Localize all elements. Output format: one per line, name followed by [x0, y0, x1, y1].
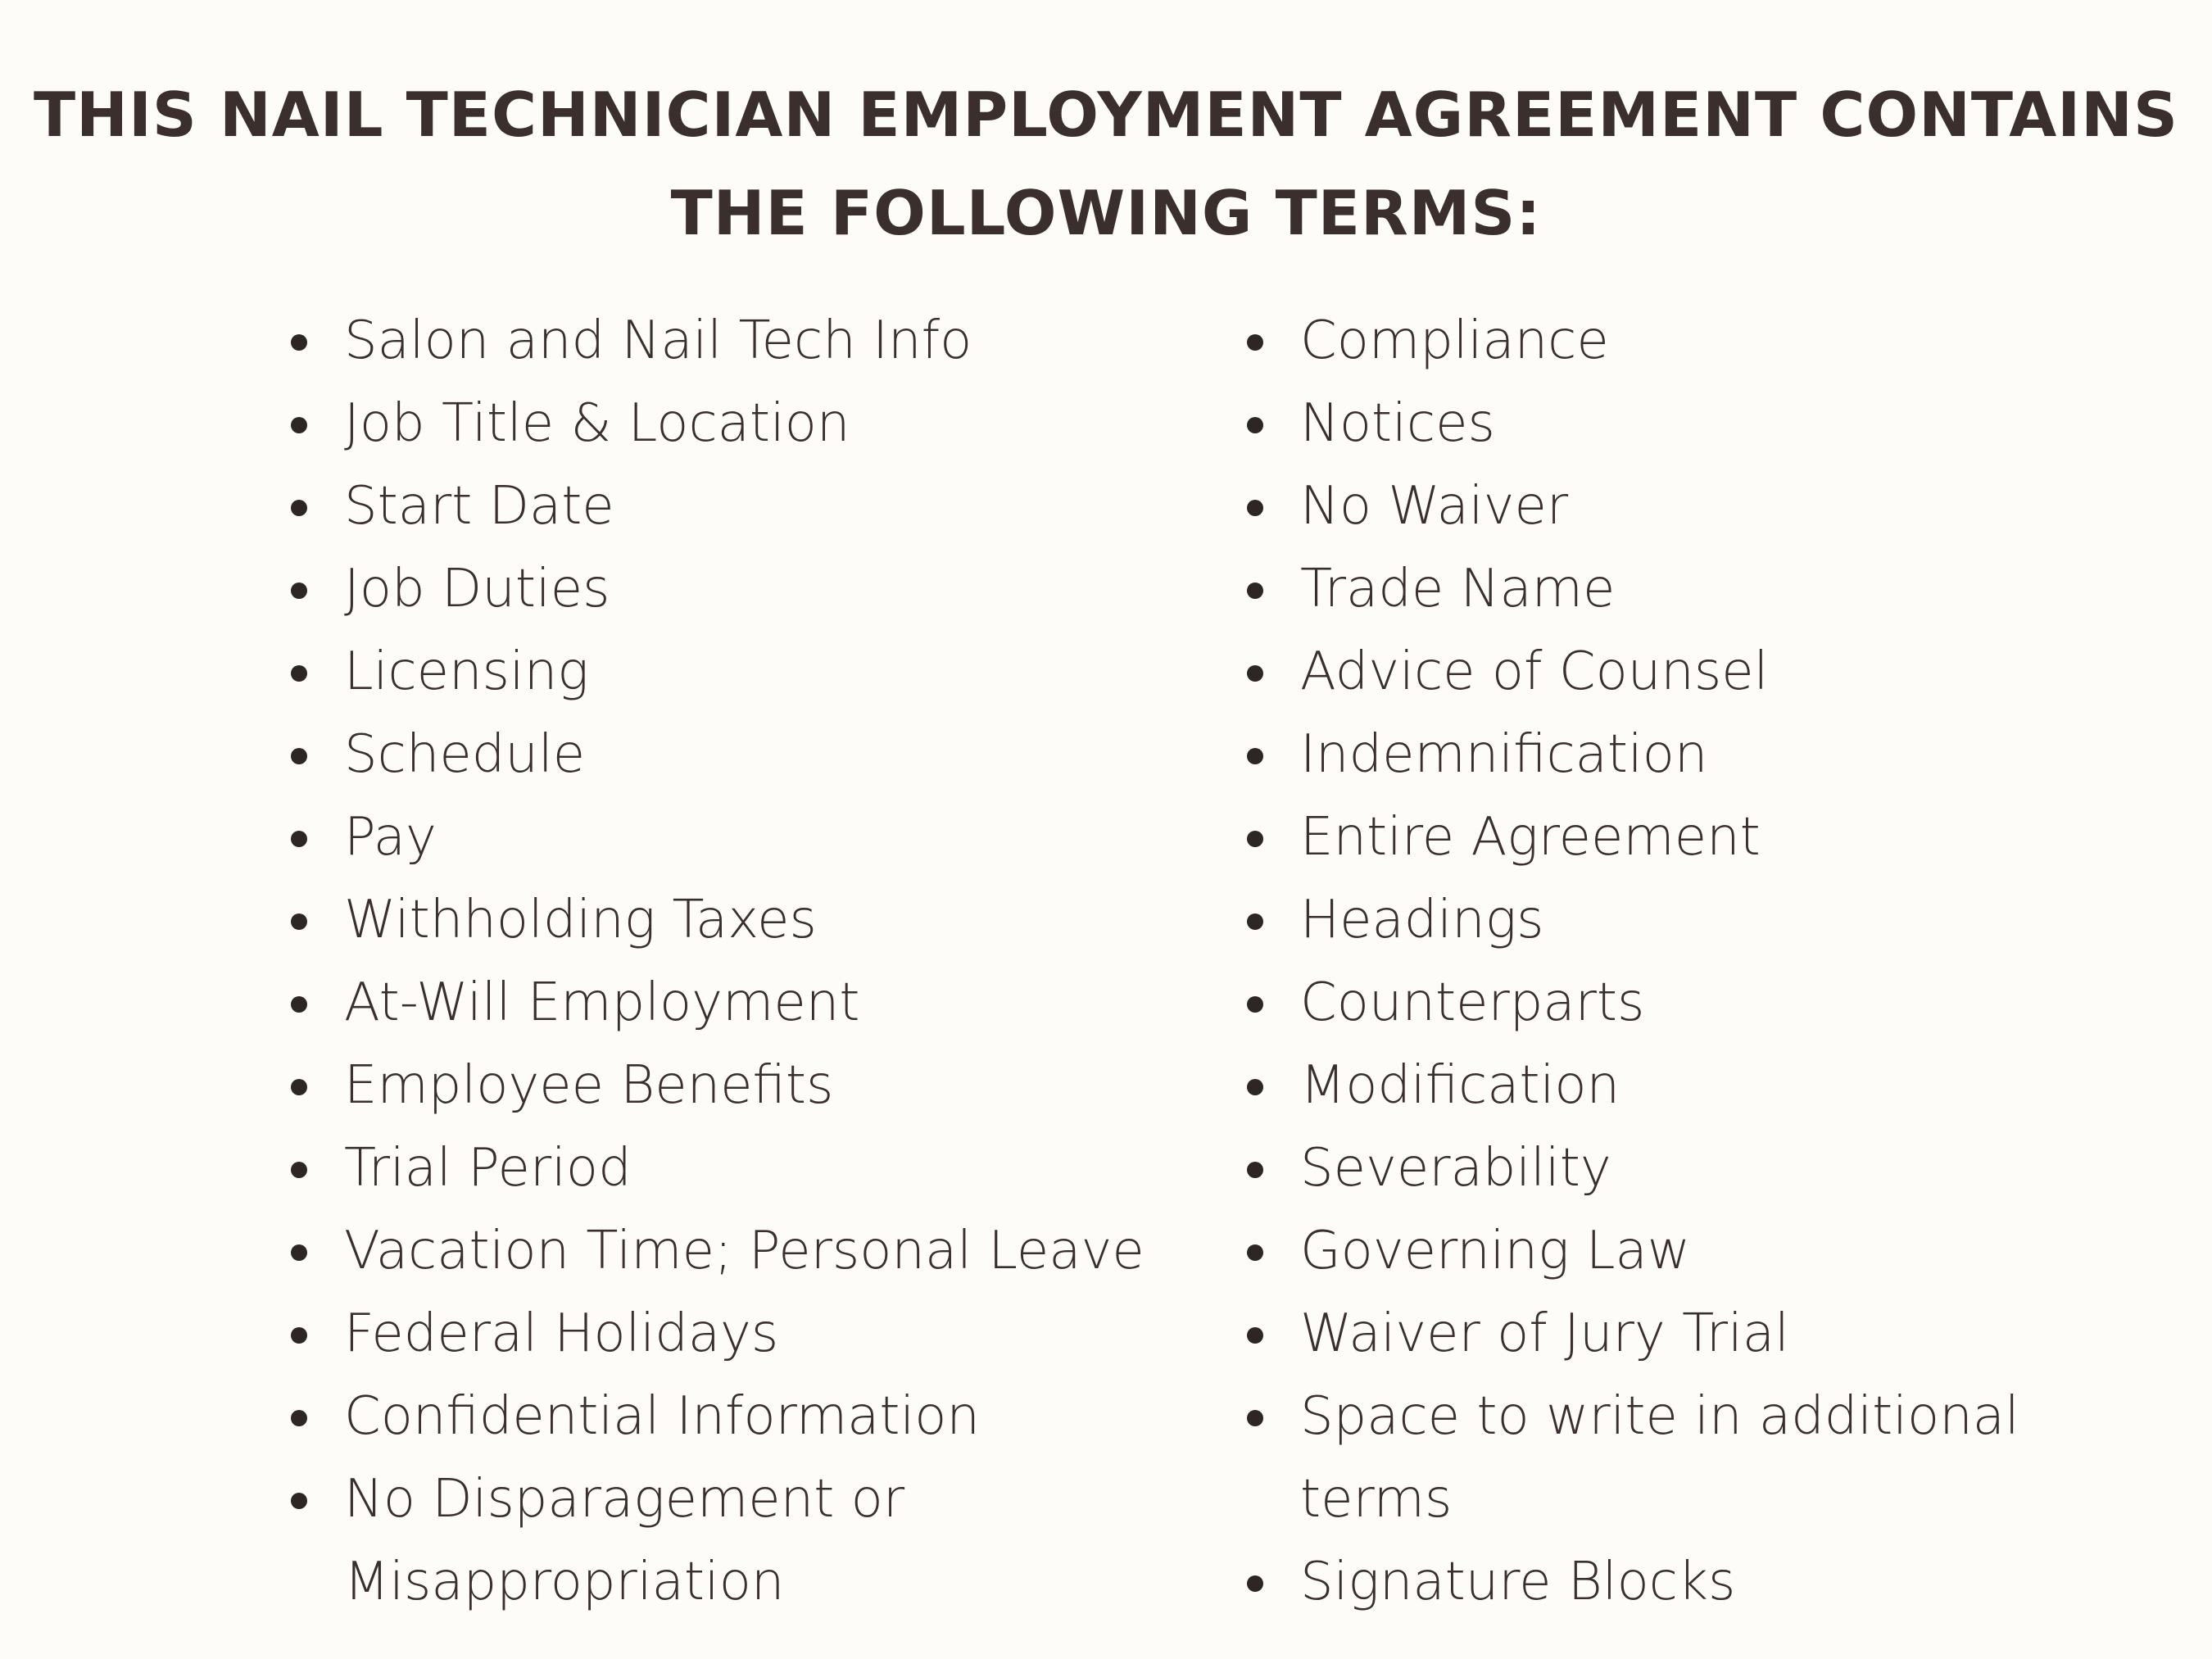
term-label: Modification: [1300, 1055, 1620, 1116]
list-item: [291, 548, 1208, 631]
term-label: Indemnification: [1300, 724, 1708, 785]
bullet-icon: [291, 665, 307, 682]
list-item: [291, 383, 1208, 465]
list-item: [291, 1376, 1208, 1458]
term-label: Entire Agreement: [1300, 807, 1761, 868]
term-label: Signature Blocks: [1300, 1552, 1736, 1612]
list-item: [291, 962, 1208, 1045]
term-label: Withholding Taxes: [344, 890, 817, 950]
term-label: Employee Benefits: [344, 1055, 834, 1116]
term-label: Confidential Information: [344, 1386, 980, 1447]
bullet-icon: [291, 417, 307, 433]
bullet-icon: [291, 996, 307, 1013]
bullet-icon: [291, 582, 307, 599]
bullet-icon: [1247, 748, 1263, 764]
term-label: Severability: [1300, 1138, 1611, 1199]
list-item: [291, 1293, 1208, 1376]
list-item: [291, 631, 1208, 714]
title-line-1: THIS NAIL TECHNICIAN EMPLOYMENT AGREEMENT CONTAINS: [34, 79, 2178, 151]
term-label: Space to write in additional terms: [1300, 1386, 2019, 1530]
list-item: [291, 1127, 1208, 1210]
term-label: Pay: [344, 807, 437, 868]
title-line-2: THE FOLLOWING TERMS:: [670, 177, 1542, 249]
terms-list-right: [1247, 300, 2107, 1624]
bullet-icon: [1247, 500, 1263, 516]
bullet-icon: [1247, 996, 1263, 1013]
term-label: No Disparagement or Misappropriation: [344, 1469, 905, 1612]
list-item: [1247, 796, 2107, 879]
bullet-icon: [291, 1327, 307, 1344]
bullet-icon: [291, 500, 307, 516]
list-item: [1247, 300, 2107, 383]
list-item: [1247, 1210, 2107, 1293]
bullet-icon: [1247, 1244, 1263, 1261]
bullet-icon: [1247, 831, 1263, 847]
list-item: [291, 714, 1208, 796]
bullet-icon: [1247, 1327, 1263, 1344]
term-label: Governing Law: [1300, 1221, 1691, 1281]
bullet-icon: [291, 1493, 307, 1509]
bullet-icon: [1247, 913, 1263, 930]
bullet-icon: [1247, 334, 1263, 351]
list-item: [1247, 383, 2107, 465]
term-label: Headings: [1300, 890, 1544, 950]
bullet-icon: [291, 913, 307, 930]
bullet-icon: [1247, 1575, 1263, 1592]
term-label: Notices: [1300, 393, 1495, 454]
bullet-icon: [291, 1162, 307, 1178]
bullet-icon: [291, 831, 307, 847]
list-item: [291, 1045, 1208, 1127]
term-label: Advice of Counsel: [1300, 641, 1769, 702]
bullet-icon: [1247, 1079, 1263, 1095]
term-label: Waiver of Jury Trial: [1300, 1303, 1789, 1364]
list-item: [1247, 548, 2107, 631]
bullet-icon: [1247, 582, 1263, 599]
list-item: [1247, 1045, 2107, 1127]
term-label: Job Duties: [344, 559, 610, 619]
list-item: [291, 300, 1208, 383]
term-label: At-Will Employment: [344, 972, 860, 1033]
bullet-icon: [1247, 1410, 1263, 1426]
list-item: [291, 879, 1208, 962]
term-label: Trade Name: [1300, 559, 1616, 619]
term-label: Compliance: [1300, 310, 1609, 371]
bullet-icon: [291, 1244, 307, 1261]
terms-list-left: [291, 300, 1208, 1624]
page-title: [0, 66, 2212, 262]
bullet-icon: [291, 1079, 307, 1095]
list-item: [291, 1458, 1016, 1624]
list-item: [1247, 962, 2107, 1045]
term-label: Job Title & Location: [344, 393, 850, 454]
bullet-icon: [1247, 665, 1263, 682]
list-item: [291, 465, 1208, 548]
list-item: [1247, 631, 2107, 714]
bullet-icon: [1247, 1162, 1263, 1178]
list-item: [291, 1210, 1208, 1293]
term-label: Salon and Nail Tech Info: [344, 310, 972, 371]
list-item: [1247, 1293, 2107, 1376]
term-label: Federal Holidays: [344, 1303, 779, 1364]
list-item: [1247, 1541, 2107, 1624]
list-item: [1247, 465, 2107, 548]
list-item: [1247, 714, 2107, 796]
list-item: [291, 796, 1208, 879]
term-label: No Waiver: [1300, 476, 1569, 537]
list-item: [1247, 879, 2107, 962]
bullet-icon: [291, 334, 307, 351]
term-label: Trial Period: [344, 1138, 632, 1199]
list-item: [1247, 1376, 2128, 1541]
term-label: Schedule: [344, 724, 586, 785]
term-label: Start Date: [344, 476, 614, 537]
term-label: Vacation Time; Personal Leave: [344, 1221, 1145, 1281]
bullet-icon: [291, 1410, 307, 1426]
term-label: Counterparts: [1300, 972, 1645, 1033]
list-item: [1247, 1127, 2107, 1210]
bullet-icon: [291, 748, 307, 764]
bullet-icon: [1247, 417, 1263, 433]
term-label: Licensing: [344, 641, 589, 702]
